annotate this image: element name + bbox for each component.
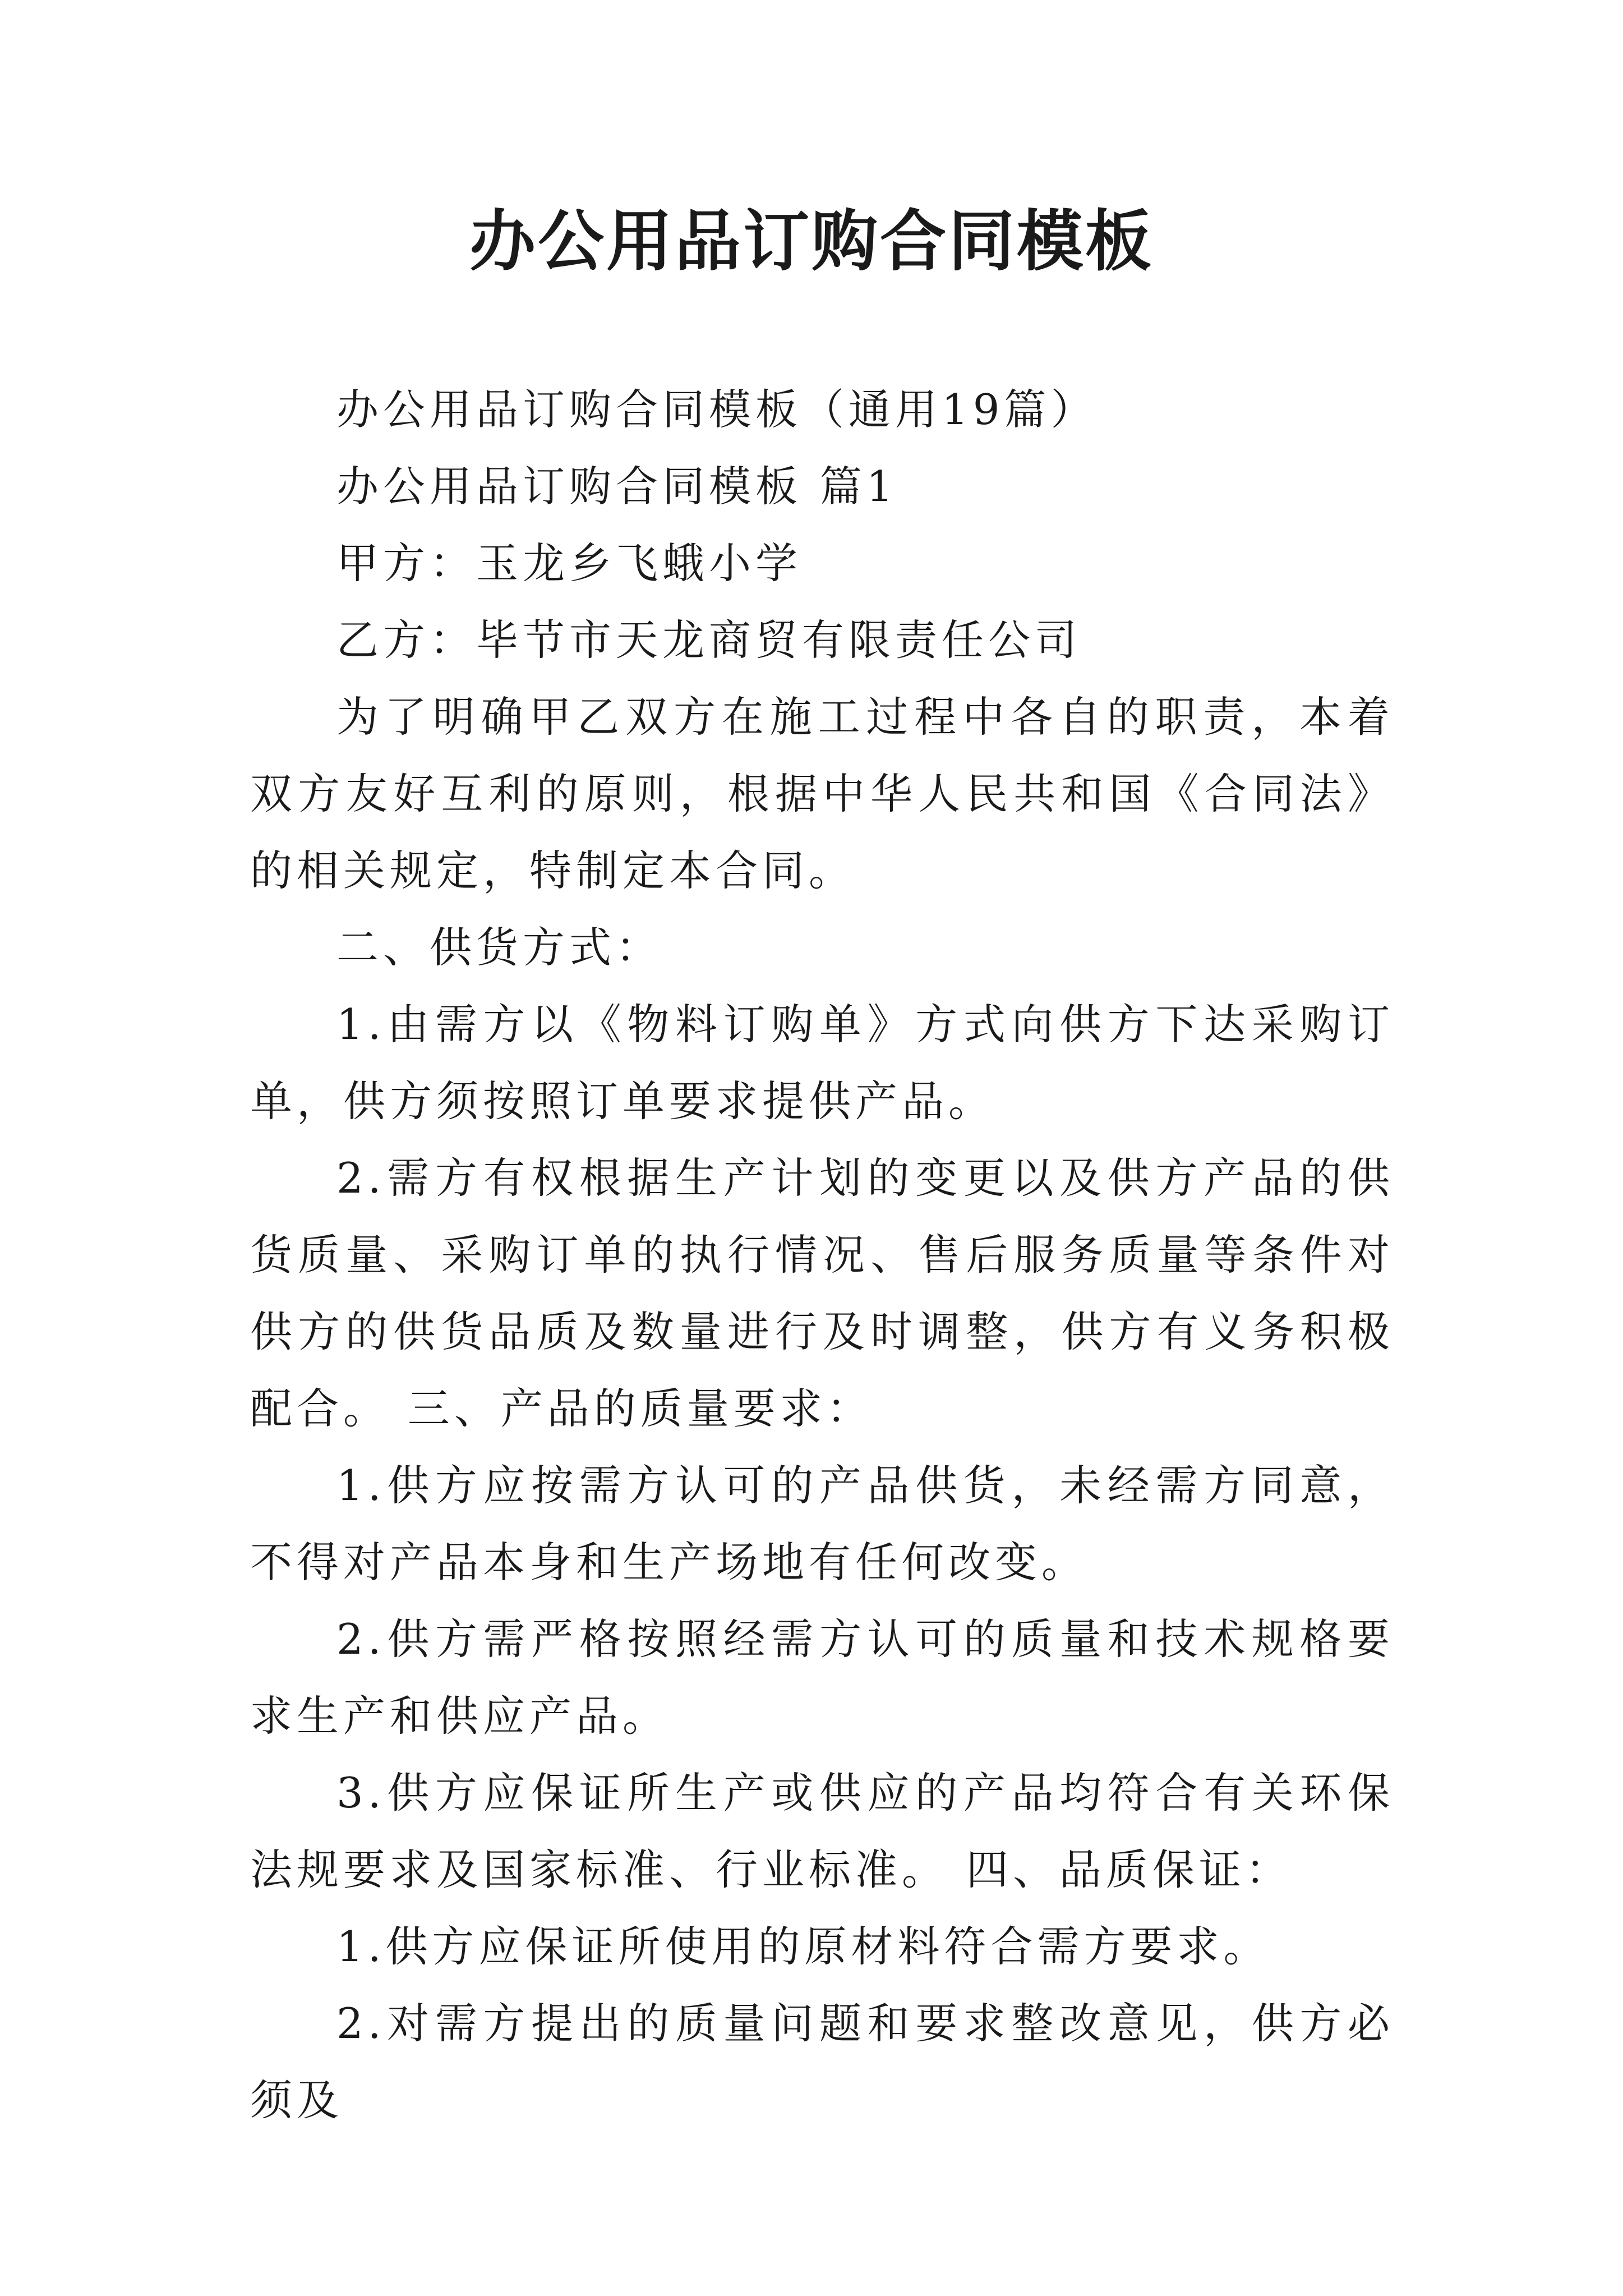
paragraph-party-b: 乙方：毕节市天龙商贸有限责任公司: [336, 615, 1082, 665]
paragraph-clause: 2.供方需严格按照经需方认可的质量和技术规格要求生产和供应产品。: [250, 1614, 1394, 1741]
paragraph-subtitle: 办公用品订购合同模板（通用19篇）: [336, 385, 1098, 434]
paragraph-supply-method-heading: 二、供货方式：: [336, 923, 663, 972]
paragraph-clause: 3.供方应保证所生产或供应的产品均符合有关环保法规要求及国家标准、行业标准。 四、品质保证：: [250, 1768, 1394, 1894]
paragraph-clause: 1.由需方以《物料订购单》方式向供方下达采购订单，供方须按照订单要求提供产品。: [250, 1000, 1394, 1126]
paragraph-clause: 2.对需方提出的质量问题和要求整改意见，供方必须及: [250, 1999, 1394, 2125]
paragraph-section-heading: 办公用品订购合同模板 篇1: [336, 462, 898, 511]
paragraph-clause: 1.供方应按需方认可的产品供货，未经需方同意，不得对产品本身和生产场地有任何改变。: [250, 1461, 1394, 1587]
paragraph-party-a: 甲方：玉龙乡飞蛾小学: [336, 539, 803, 588]
document-title: 办公用品订购合同模板: [469, 202, 1154, 280]
paragraph-clause: 1.供方应保证所使用的原材料符合需方要求。: [336, 1922, 1270, 1971]
document-body: [250, 371, 1394, 2139]
paragraph-preamble: 为了明确甲乙双方在施工过程中各自的职责，本着双方友好互利的原则，根据中华人民共和国《合同法》的相关规定，特制定本合同。: [250, 692, 1394, 895]
paragraph-clause: 2.需方有权根据生产计划的变更以及供方产品的供货质量、采购订单的执行情况、售后服务质量等条件对供方的供货品质及数量进行及时调整，供方有义务积极配合。 三、产品的质量要求：: [250, 1153, 1394, 1433]
